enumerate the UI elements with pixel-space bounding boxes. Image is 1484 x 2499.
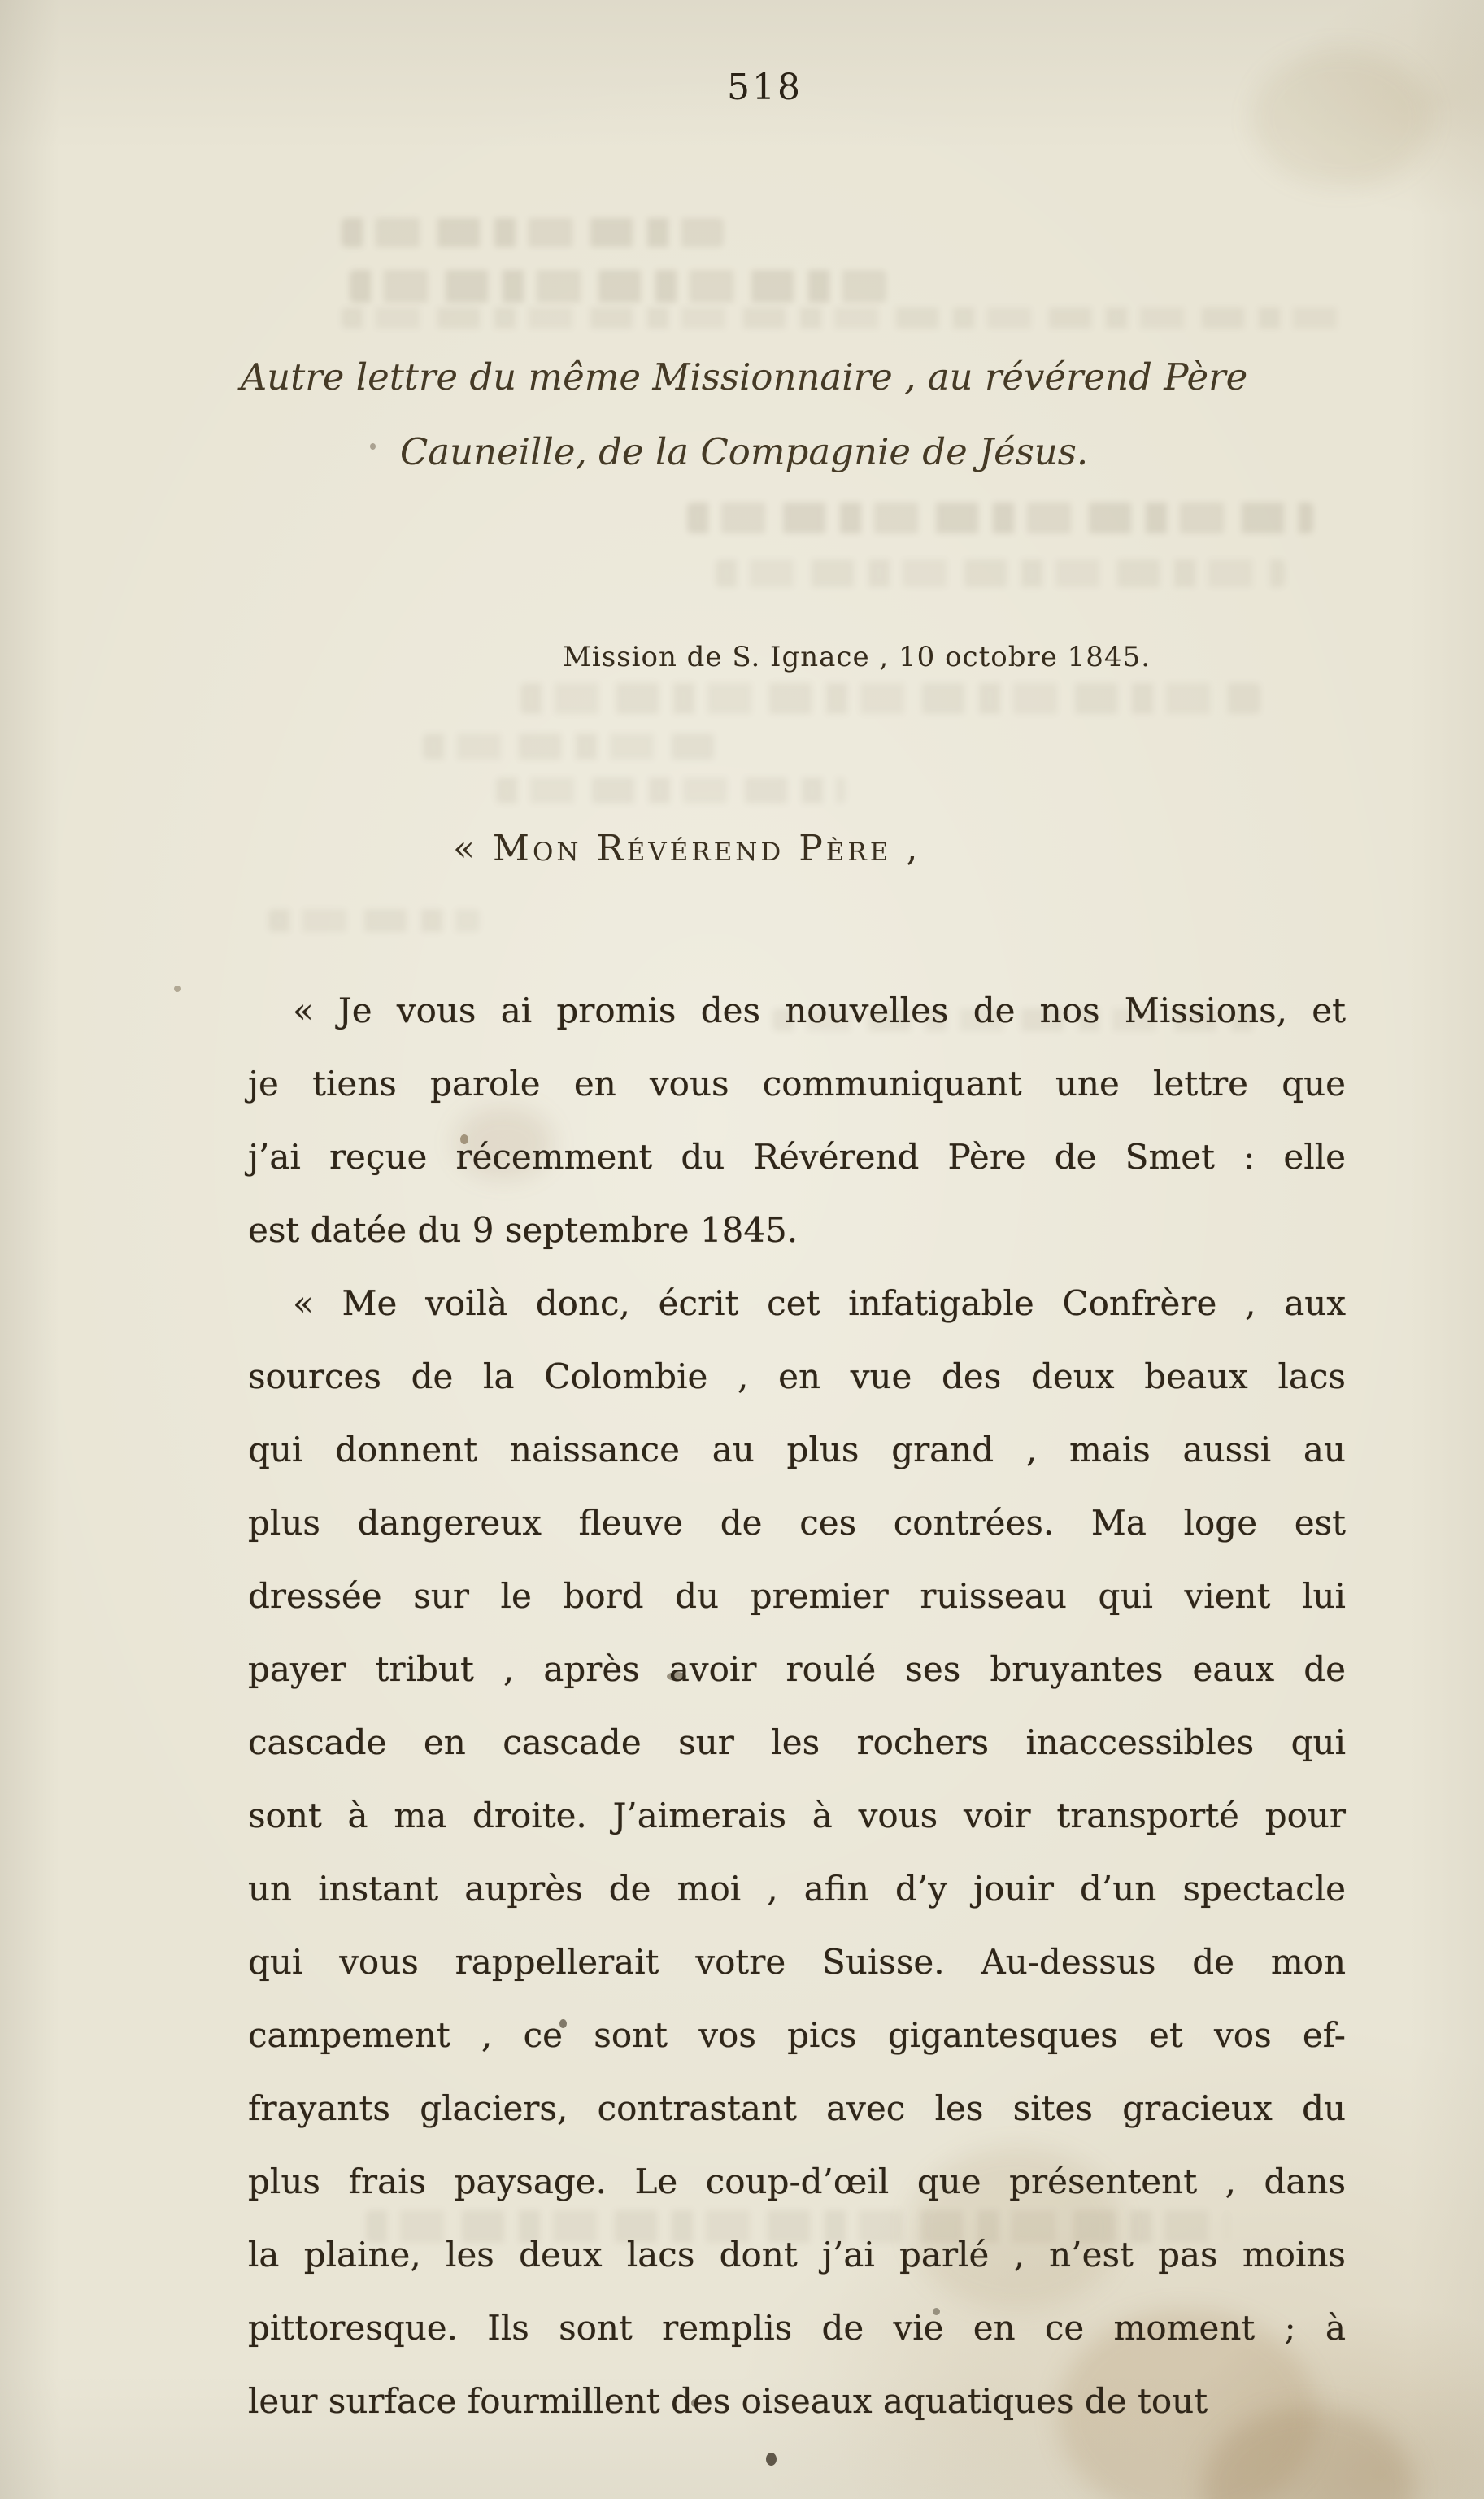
letter-line: campement , ce sont vos pics gigantesques et vos ef- — [248, 2015, 1346, 2055]
letter-line: j’ai reçue récemment du Révérend Père de Smet : elle — [248, 1137, 1346, 1177]
paragraph — [248, 1267, 1346, 2438]
letter-line: plus dangereux fleuve de ces contrées. Ma loge est — [248, 1503, 1346, 1543]
letter-line: cascade en cascade sur les rochers inaccessibles qui — [248, 1722, 1346, 1762]
bleedthrough-artifact — [687, 503, 1313, 533]
letter-line: frayants glaciers, contrastant avec les sites gracieux du — [248, 2088, 1346, 2128]
ink-speck — [766, 2453, 777, 2466]
letter-line: est datée du 9 septembre 1845. — [248, 1210, 799, 1250]
ink-speck — [174, 986, 181, 992]
letter-line: dressée sur le bord du premier ruisseau qui vient lui — [248, 1576, 1346, 1616]
heading-line-1: Autre lettre du même Missionnaire , au révérend Père — [240, 355, 1248, 398]
letter-line: payer tribut , après avoir roulé ses bruyantes eaux de — [248, 1649, 1346, 1689]
bleedthrough-artifact — [342, 307, 1342, 329]
bleedthrough-artifact — [716, 559, 1285, 587]
letter-line: leur surface fourmillent des oiseaux aquatiques de tout — [248, 2381, 1208, 2421]
bleedthrough-artifact — [423, 734, 716, 760]
bleedthrough-artifact — [268, 909, 480, 932]
letter-line: qui donnent naissance au plus grand , mais aussi au — [248, 1430, 1346, 1469]
letter-line: je tiens parole en vous communiquant une lettre que — [248, 1064, 1346, 1104]
bleedthrough-artifact — [496, 777, 846, 803]
bleedthrough-artifact — [350, 270, 886, 303]
heading-line-2: Cauneille, de la Compagnie de Jésus. — [399, 430, 1089, 473]
letter-line: sont à ma droite. J’aimerais à vous voir transporté pour — [248, 1796, 1346, 1835]
bleedthrough-artifact — [342, 218, 724, 247]
letter-line: « Me voilà donc, écrit cet infatigable Confrère , aux — [293, 1283, 1346, 1323]
letter-line: la plaine, les deux lacs dont j’ai parlé , n’est pas moins — [248, 2235, 1346, 2275]
letter-body — [248, 974, 1346, 2438]
salutation: « Mon Révérend Père , — [453, 828, 921, 869]
dateline: Mission de S. Ignace , 10 octobre 1845. — [563, 641, 1151, 673]
letter-line: pittoresque. Ils sont remplis de vie en ce moment ; à — [248, 2308, 1346, 2348]
letter-line: « Je vous ai promis des nouvelles de nos Missions, et — [293, 990, 1346, 1030]
letter-line: qui vous rappellerait votre Suisse. Au-dessus de mon — [248, 1942, 1346, 1982]
bleedthrough-artifact — [520, 683, 1260, 714]
page-number: 518 — [727, 67, 803, 108]
letter-heading — [195, 340, 1293, 490]
letter-line: plus frais paysage. Le coup-d’œil que présentent , dans — [248, 2162, 1346, 2201]
letter-line: sources de la Colombie , en vue des deux beaux lacs — [248, 1356, 1346, 1396]
paragraph — [248, 974, 1346, 1267]
letter-line: un instant auprès de moi , afin d’y jouir d’un spectacle — [248, 1869, 1346, 1909]
